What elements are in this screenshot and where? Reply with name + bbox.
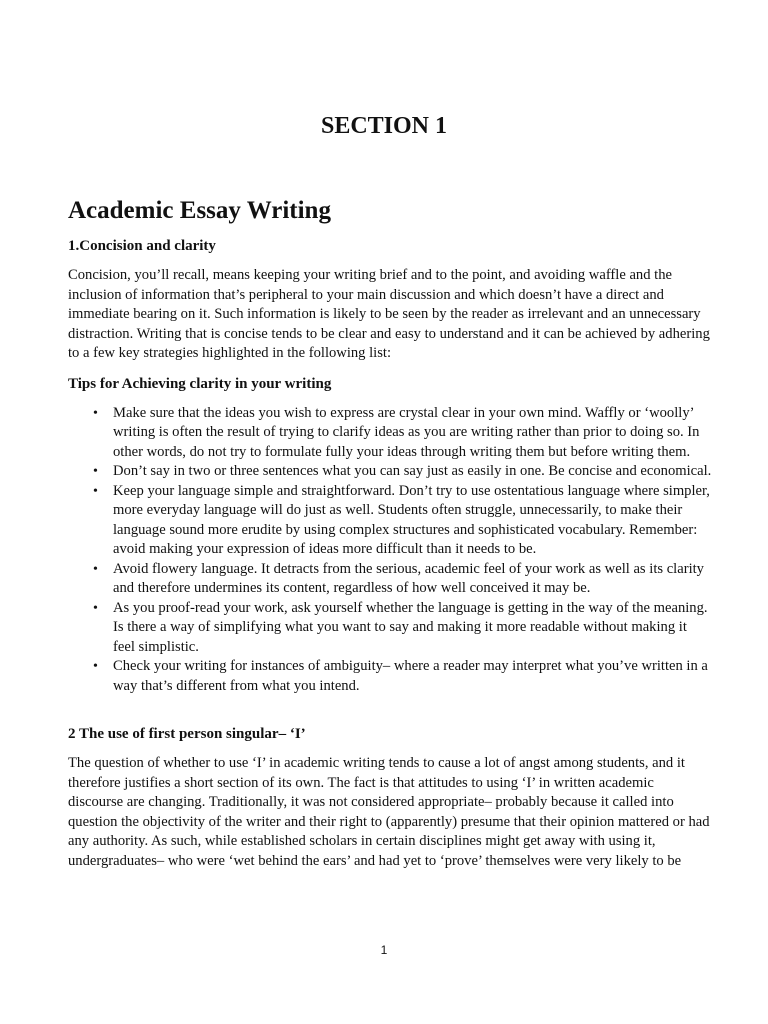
document-title: Academic Essay Writing bbox=[68, 197, 331, 224]
tips-heading: Tips for Achieving clarity in your writing bbox=[68, 375, 332, 392]
section-spacer bbox=[68, 696, 712, 724]
bullet-icon: • bbox=[93, 600, 98, 616]
tips-list bbox=[68, 404, 712, 697]
list-item bbox=[93, 404, 712, 463]
bullet-icon: • bbox=[93, 561, 98, 577]
section-heading: SECTION 1 bbox=[320, 113, 448, 139]
section-heading-concision: 1.Concision and clarity bbox=[68, 238, 216, 254]
page-content bbox=[68, 196, 712, 881]
paragraph-concision: Concision, you’ll recall, means keeping your writing brief and to the point, and avoiding waffle and the inclusion of information that’s peripheral to your main discussion and which doesn’t have a direct and immediate bearing on it. Such information is likely to be seen by the reader as irrelevant and an unnecessary distraction. Writing that is concise tends to be clear and easy to understand and it can be achieved by adhering to a few key strategies highlighted in the following list: bbox=[68, 267, 710, 361]
paragraph-first-person: The question of whether to use ‘I’ in academic writing tends to cause a lot of angst among students, and it therefore justifies a short section of its own. The fact is that attitudes to using ‘I’ in written academic discourse are changing. Traditionally, it was not considered appropriate– probably because it called into question the objectivity of the writer and their right to (apparently) presume that their opinion mattered or had any authority. As such, while established scholars in certain disciplines might get away with using it, undergraduates– who were ‘wet behind the ears’ and had yet to ‘prove’ themselves were very likely to be bbox=[68, 755, 710, 869]
list-item bbox=[93, 657, 712, 696]
bullet-icon: • bbox=[93, 659, 98, 674]
bullet-icon: • bbox=[93, 483, 98, 499]
bullet-icon: • bbox=[93, 464, 98, 479]
section-first-person bbox=[68, 724, 712, 871]
list-item bbox=[93, 482, 712, 560]
list-item-text: Don’t say in two or three sentences what you can say just as easily in one. Be concise and economical. bbox=[113, 463, 712, 479]
bullet-icon: • bbox=[93, 405, 98, 421]
list-item-text: Make sure that the ideas you wish to express are crystal clear in your own mind. Waffly or ‘woolly’ writing is often the result of trying to clarify ideas as you are writing rather than prior to doing so. In other words, do not try to formulate fully your ideas through writing them but before writing them. bbox=[113, 404, 700, 460]
section-heading-first-person: 2 The use of first person singular– ‘I’ bbox=[68, 726, 306, 742]
list-item-text: As you proof-read your work, ask yourself whether the language is getting in the way of the meaning. Is there a way of simplifying what you want to say and making it more readable without making it feel simplistic. bbox=[113, 599, 708, 655]
list-item bbox=[93, 560, 712, 599]
list-item bbox=[93, 462, 712, 482]
list-item-text: Keep your language simple and straightforward. Don’t try to use ostentatious language where simpler, more everyday language will do just as well. Students often struggle, unnecessarily, to make their language sound more erudite by using complex structures and sophisticated vocabulary. Remember: avoid making your expression of ideas more difficult than it needs to be. bbox=[113, 482, 710, 557]
list-item-text: Check your writing for instances of ambiguity– where a reader may interpret what you’ve written in a way that’s different from what you intend. bbox=[113, 658, 708, 694]
list-item-text: Avoid flowery language. It detracts from the serious, academic feel of your work as well as its clarity and therefore undermines its content, regardless of how well conceived it may be. bbox=[113, 560, 704, 596]
list-item bbox=[93, 599, 712, 658]
section-concision bbox=[68, 236, 712, 696]
page-number: 1 bbox=[380, 943, 388, 957]
